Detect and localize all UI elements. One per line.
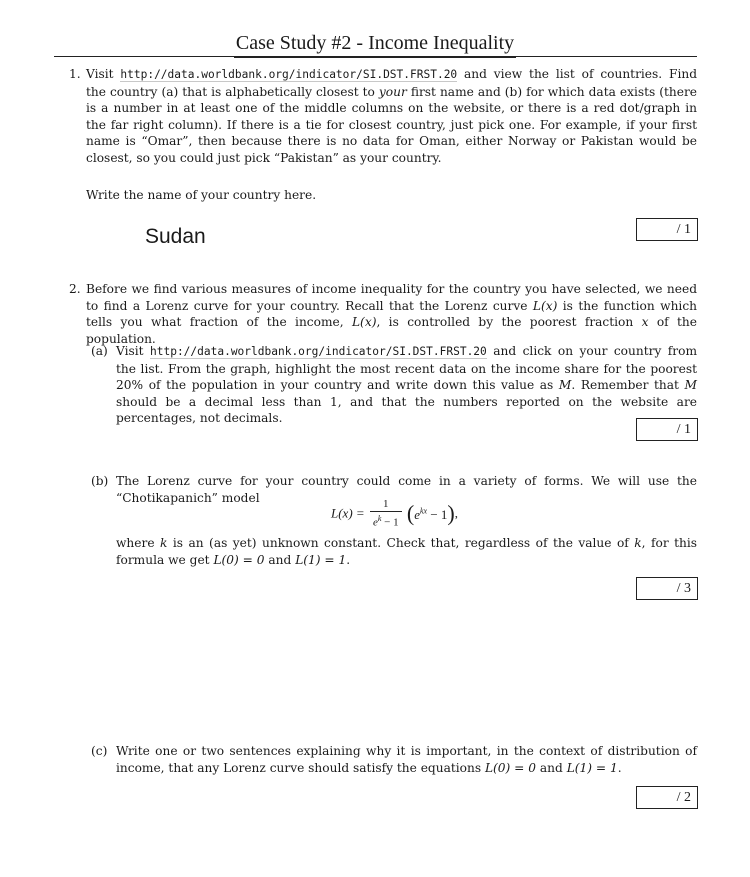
title-divider xyxy=(54,56,697,57)
page-title: Case Study #2 - Income Inequality xyxy=(0,31,750,58)
worldbank-link[interactable]: http://data.worldbank.org/indicator/SI.DST.FRST.20 xyxy=(120,68,458,81)
part-b-text: where k is an (as yet) unknown constant. Check that, regardless of the value of k, for this formula we get L(0) = 0 and L(1) = 1. xyxy=(116,536,698,567)
question-1-prompt: Write the name of your country here. xyxy=(86,188,317,202)
question-2-number: 2. xyxy=(69,282,81,296)
question-1-text: Visit http://data.worldbank.org/indicator/SI.DST.FRST.20 and view the list of countries. Find the country (a) that is alphabetically closest to your first name and (b) for which data exists (there is a number in at least one of the middle columns on the website, or there is a red dot/graph in the far right column). If there is a tie for closest country, just pick one. For example, if your first name is “Omar”, then because there is no data for Oman, either Norway or Pakistan would be closest, so you could just pick “Pakistan” as your country. xyxy=(86,67,698,165)
part-c-label: (c) xyxy=(91,744,108,758)
score-box-q1: / 1 xyxy=(636,218,698,241)
lorenz-formula: L(x) = $\frac{1}{e^k - 1}$ $(e^{kx} - 1)$, xyxy=(331,498,458,529)
score-box-q2a: / 1 xyxy=(636,418,698,441)
score-box-q2c: / 2 xyxy=(636,786,698,809)
part-a-text: Visit http://data.worldbank.org/indicator/SI.DST.FRST.20 and click on your country from the list. From the graph, highlight the most recent data on the income share for the poorest 20% of the population in your country and write down this value as M. Remember that M should be a decimal less than 1, and that the numbers reported on the website are percentages, not decimals. xyxy=(116,344,698,426)
question-2-intro: Before we find various measures of income inequality for the country you have selected, we need to find a Lorenz curve for your country. Recall that the Lorenz curve L(x) is the function which tells you what fraction of the income, L(x), is controlled by the poorest fraction x of the population. xyxy=(86,282,698,346)
part-b-label: (b) xyxy=(91,474,109,488)
part-a-label: (a) xyxy=(91,344,108,358)
question-1-number: 1. xyxy=(69,67,81,81)
country-answer[interactable]: Sudan xyxy=(145,225,206,248)
part-b-intro: The Lorenz curve for your country could come in a variety of forms. We will use the “Chotikapanich” model xyxy=(116,474,697,505)
score-box-q2b: / 3 xyxy=(636,577,698,600)
worldbank-link-a[interactable]: http://data.worldbank.org/indicator/SI.DST.FRST.20 xyxy=(150,345,487,358)
part-c-text: Write one or two sentences explaining why it is important, in the context of distribution of income, that any Lorenz curve should satisfy the equations L(0) = 0 and L(1) = 1. xyxy=(116,744,697,775)
